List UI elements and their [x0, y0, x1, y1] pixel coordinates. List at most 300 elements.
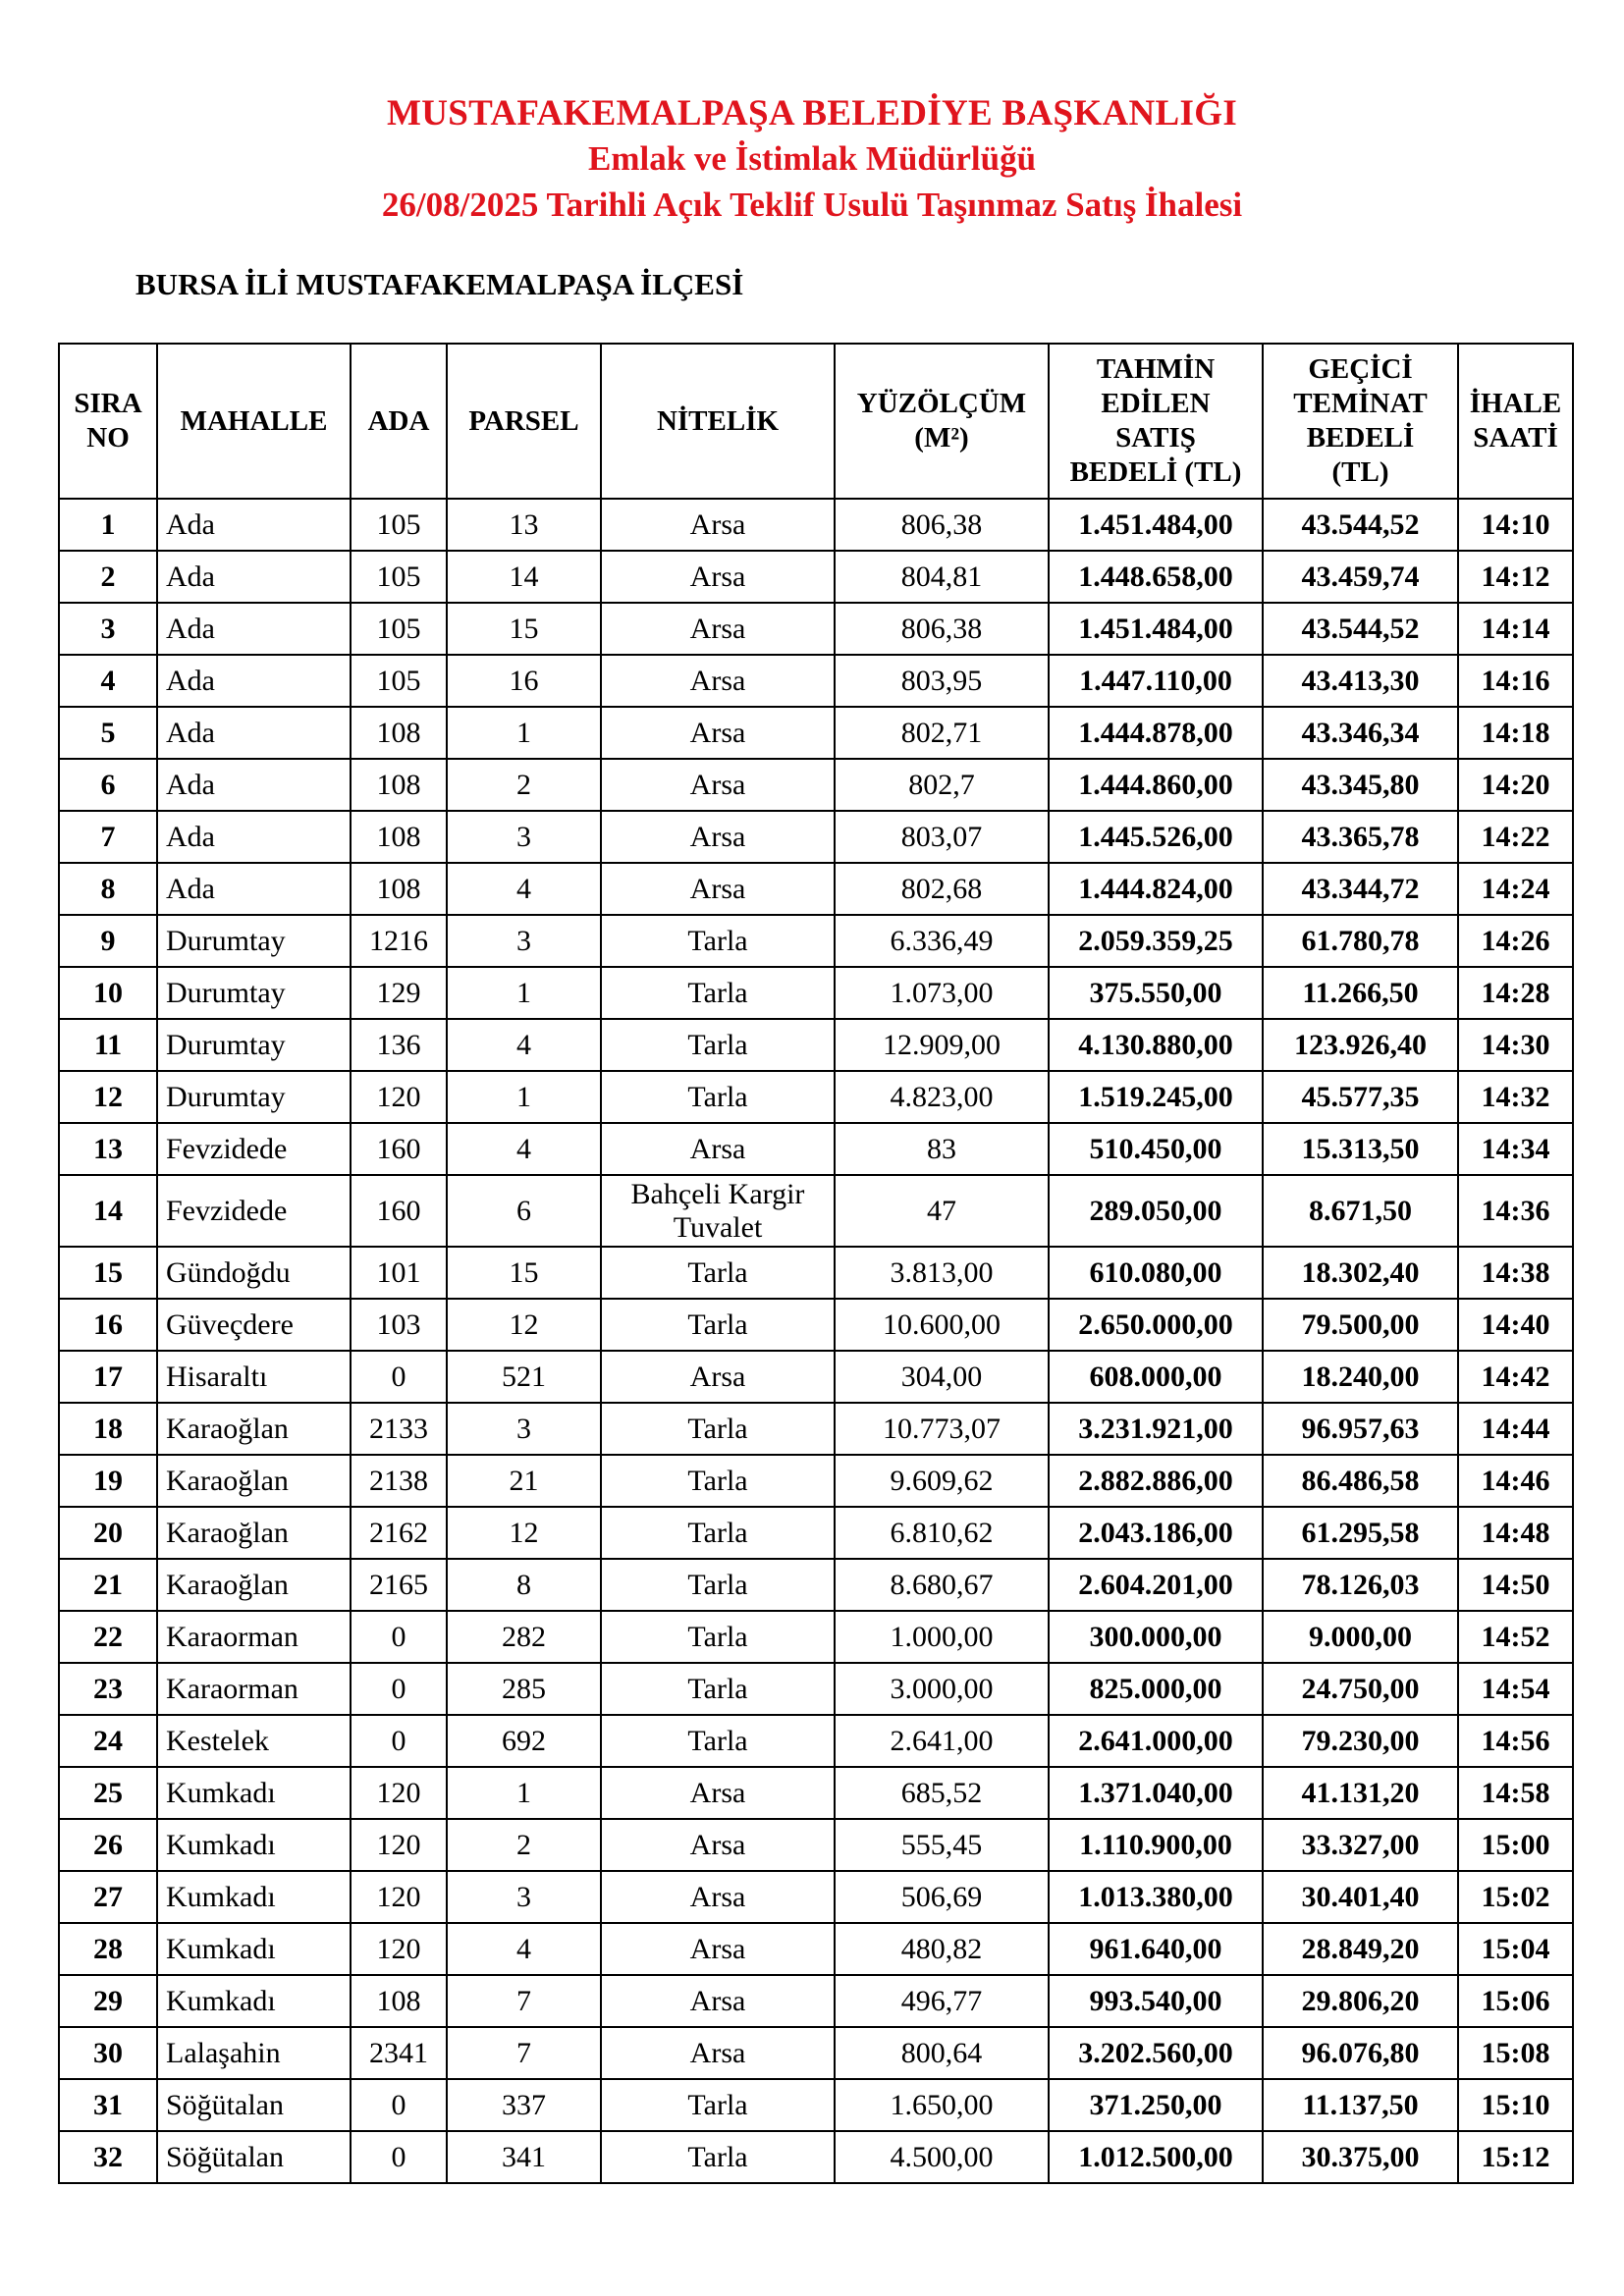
cell-ada: 160 — [351, 1175, 447, 1247]
cell-mahalle: Kumkadı — [157, 1871, 351, 1923]
cell-ihale-saati: 14:32 — [1458, 1071, 1573, 1123]
cell-mahalle: Karaoğlan — [157, 1507, 351, 1559]
cell-parsel: 285 — [447, 1663, 601, 1715]
cell-mahalle: Karaoğlan — [157, 1403, 351, 1455]
cell-mahalle: Kumkadı — [157, 1819, 351, 1871]
cell-ihale-saati: 14:56 — [1458, 1715, 1573, 1767]
cell-sira-no: 1 — [59, 499, 157, 551]
cell-parsel: 14 — [447, 551, 601, 603]
cell-tahmin-bedel: 4.130.880,00 — [1049, 1019, 1263, 1071]
cell-tahmin-bedel: 1.447.110,00 — [1049, 655, 1263, 707]
cell-mahalle: Hisaraltı — [157, 1351, 351, 1403]
cell-nitelik: Tarla — [601, 2131, 835, 2183]
cell-tahmin-bedel: 610.080,00 — [1049, 1247, 1263, 1299]
cell-ada: 160 — [351, 1123, 447, 1175]
table-row — [59, 1351, 1573, 1403]
cell-gecici-teminat: 79.230,00 — [1263, 1715, 1458, 1767]
cell-mahalle: Kumkadı — [157, 1923, 351, 1975]
cell-sira-no: 4 — [59, 655, 157, 707]
cell-yuzolcum: 800,64 — [835, 2027, 1049, 2079]
cell-mahalle: Durumtay — [157, 967, 351, 1019]
cell-sira-no: 17 — [59, 1351, 157, 1403]
cell-mahalle: Ada — [157, 707, 351, 759]
cell-ada: 108 — [351, 863, 447, 915]
cell-sira-no: 16 — [59, 1299, 157, 1351]
cell-yuzolcum: 555,45 — [835, 1819, 1049, 1871]
cell-ihale-saati: 14:18 — [1458, 707, 1573, 759]
cell-nitelik: Tarla — [601, 1071, 835, 1123]
cell-nitelik: Tarla — [601, 2079, 835, 2131]
cell-ada: 0 — [351, 2131, 447, 2183]
cell-parsel: 13 — [447, 499, 601, 551]
cell-ihale-saati: 15:10 — [1458, 2079, 1573, 2131]
location-subtitle: BURSA İLİ MUSTAFAKEMALPAŞA İLÇESİ — [135, 267, 744, 301]
cell-mahalle: Ada — [157, 551, 351, 603]
cell-ada: 0 — [351, 1715, 447, 1767]
cell-sira-no: 21 — [59, 1559, 157, 1611]
nitelik-line: Bahçeli Kargir — [630, 1177, 805, 1210]
cell-ada: 108 — [351, 707, 447, 759]
cell-yuzolcum: 506,69 — [835, 1871, 1049, 1923]
cell-tahmin-bedel: 1.451.484,00 — [1049, 603, 1263, 655]
cell-mahalle: Ada — [157, 759, 351, 811]
cell-yuzolcum: 803,07 — [835, 811, 1049, 863]
cell-gecici-teminat: 28.849,20 — [1263, 1923, 1458, 1975]
cell-sira-no: 30 — [59, 2027, 157, 2079]
cell-gecici-teminat: 15.313,50 — [1263, 1123, 1458, 1175]
cell-parsel: 3 — [447, 811, 601, 863]
cell-ihale-saati: 15:08 — [1458, 2027, 1573, 2079]
cell-mahalle: Ada — [157, 499, 351, 551]
cell-gecici-teminat: 11.137,50 — [1263, 2079, 1458, 2131]
cell-gecici-teminat: 24.750,00 — [1263, 1663, 1458, 1715]
table-row — [59, 1975, 1573, 2027]
table-row — [59, 1559, 1573, 1611]
header-line: SIRA — [74, 388, 142, 419]
cell-ihale-saati: 15:02 — [1458, 1871, 1573, 1923]
cell-tahmin-bedel: 1.519.245,00 — [1049, 1071, 1263, 1123]
cell-parsel: 4 — [447, 1923, 601, 1975]
cell-ada: 120 — [351, 1071, 447, 1123]
table-row — [59, 1071, 1573, 1123]
cell-mahalle: Karaorman — [157, 1663, 351, 1715]
department-title: Emlak ve İstimlak Müdürlüğü — [587, 139, 1037, 178]
cell-gecici-teminat: 43.345,80 — [1263, 759, 1458, 811]
cell-ada: 108 — [351, 811, 447, 863]
header-line: SAATİ — [1473, 422, 1558, 454]
cell-sira-no: 8 — [59, 863, 157, 915]
cell-parsel: 2 — [447, 1819, 601, 1871]
cell-tahmin-bedel: 1.451.484,00 — [1049, 499, 1263, 551]
cell-yuzolcum: 10.773,07 — [835, 1403, 1049, 1455]
cell-gecici-teminat: 96.076,80 — [1263, 2027, 1458, 2079]
auction-title: 26/08/2025 Tarihli Açık Teklif Usulü Taşınmaz Satış İhalesi — [381, 186, 1243, 224]
cell-yuzolcum: 10.600,00 — [835, 1299, 1049, 1351]
cell-ada: 108 — [351, 1975, 447, 2027]
table-row — [59, 603, 1573, 655]
header-line: (TL) — [1331, 456, 1389, 488]
cell-gecici-teminat: 43.544,52 — [1263, 499, 1458, 551]
cell-nitelik: Arsa — [601, 499, 835, 551]
cell-ihale-saati: 14:26 — [1458, 915, 1573, 967]
cell-ihale-saati: 14:42 — [1458, 1351, 1573, 1403]
cell-parsel: 1 — [447, 707, 601, 759]
cell-nitelik: Arsa — [601, 759, 835, 811]
cell-nitelik: Arsa — [601, 1767, 835, 1819]
cell-sira-no: 18 — [59, 1403, 157, 1455]
cell-gecici-teminat: 30.401,40 — [1263, 1871, 1458, 1923]
cell-gecici-teminat: 123.926,40 — [1263, 1019, 1458, 1071]
cell-ihale-saati: 14:16 — [1458, 655, 1573, 707]
cell-yuzolcum: 804,81 — [835, 551, 1049, 603]
cell-parsel: 3 — [447, 1403, 601, 1455]
table-row — [59, 2079, 1573, 2131]
cell-gecici-teminat: 8.671,50 — [1263, 1175, 1458, 1247]
cell-ada: 105 — [351, 655, 447, 707]
cell-sira-no: 25 — [59, 1767, 157, 1819]
cell-mahalle: Lalaşahin — [157, 2027, 351, 2079]
cell-gecici-teminat: 43.365,78 — [1263, 811, 1458, 863]
cell-sira-no: 28 — [59, 1923, 157, 1975]
cell-parsel: 3 — [447, 1871, 601, 1923]
header-line: TAHMİN — [1096, 353, 1216, 385]
table-row — [59, 1507, 1573, 1559]
cell-nitelik: Arsa — [601, 1351, 835, 1403]
cell-yuzolcum: 685,52 — [835, 1767, 1049, 1819]
cell-yuzolcum: 496,77 — [835, 1975, 1049, 2027]
cell-nitelik: Arsa — [601, 603, 835, 655]
cell-nitelik: Tarla — [601, 1403, 835, 1455]
cell-tahmin-bedel: 1.013.380,00 — [1049, 1871, 1263, 1923]
cell-parsel: 4 — [447, 1019, 601, 1071]
cell-sira-no: 27 — [59, 1871, 157, 1923]
cell-ada: 105 — [351, 499, 447, 551]
cell-ihale-saati: 14:48 — [1458, 1507, 1573, 1559]
cell-gecici-teminat: 43.346,34 — [1263, 707, 1458, 759]
table-row — [59, 759, 1573, 811]
cell-parsel: 1 — [447, 1767, 601, 1819]
cell-sira-no: 20 — [59, 1507, 157, 1559]
cell-mahalle: Karaoğlan — [157, 1559, 351, 1611]
cell-mahalle: Ada — [157, 811, 351, 863]
cell-sira-no: 19 — [59, 1455, 157, 1507]
cell-ada: 103 — [351, 1299, 447, 1351]
cell-ihale-saati: 14:40 — [1458, 1299, 1573, 1351]
cell-nitelik: Tarla — [601, 1663, 835, 1715]
cell-yuzolcum: 1.650,00 — [835, 2079, 1049, 2131]
cell-yuzolcum: 3.000,00 — [835, 1663, 1049, 1715]
cell-parsel: 282 — [447, 1611, 601, 1663]
cell-sira-no: 14 — [59, 1175, 157, 1247]
cell-ihale-saati: 14:22 — [1458, 811, 1573, 863]
cell-nitelik: Arsa — [601, 1819, 835, 1871]
table-row — [59, 551, 1573, 603]
cell-gecici-teminat: 79.500,00 — [1263, 1299, 1458, 1351]
cell-nitelik: Tarla — [601, 1299, 835, 1351]
table-header-row — [59, 344, 1573, 499]
cell-parsel: 4 — [447, 1123, 601, 1175]
table-row — [59, 1175, 1573, 1247]
cell-yuzolcum: 304,00 — [835, 1351, 1049, 1403]
cell-parsel: 16 — [447, 655, 601, 707]
cell-gecici-teminat: 9.000,00 — [1263, 1611, 1458, 1663]
cell-ada: 105 — [351, 603, 447, 655]
table-row — [59, 863, 1573, 915]
cell-yuzolcum: 1.000,00 — [835, 1611, 1049, 1663]
cell-sira-no: 32 — [59, 2131, 157, 2183]
cell-yuzolcum: 83 — [835, 1123, 1049, 1175]
cell-yuzolcum: 806,38 — [835, 499, 1049, 551]
cell-ada: 0 — [351, 1663, 447, 1715]
cell-yuzolcum: 6.336,49 — [835, 915, 1049, 967]
cell-gecici-teminat: 43.544,52 — [1263, 603, 1458, 655]
cell-parsel: 8 — [447, 1559, 601, 1611]
col-header-ada: ADA — [351, 344, 447, 499]
cell-yuzolcum: 2.641,00 — [835, 1715, 1049, 1767]
table-row — [59, 1403, 1573, 1455]
cell-tahmin-bedel: 1.444.824,00 — [1049, 863, 1263, 915]
cell-mahalle: Güveçdere — [157, 1299, 351, 1351]
table-row — [59, 811, 1573, 863]
cell-yuzolcum: 47 — [835, 1175, 1049, 1247]
cell-mahalle: Karaorman — [157, 1611, 351, 1663]
cell-ihale-saati: 14:54 — [1458, 1663, 1573, 1715]
cell-tahmin-bedel: 510.450,00 — [1049, 1123, 1263, 1175]
cell-ada: 105 — [351, 551, 447, 603]
cell-gecici-teminat: 43.413,30 — [1263, 655, 1458, 707]
cell-nitelik: Tarla — [601, 1247, 835, 1299]
cell-mahalle: Kumkadı — [157, 1975, 351, 2027]
cell-mahalle: Kestelek — [157, 1715, 351, 1767]
cell-ihale-saati: 14:30 — [1458, 1019, 1573, 1071]
cell-gecici-teminat: 18.302,40 — [1263, 1247, 1458, 1299]
col-header-ihale-saati — [1458, 344, 1573, 499]
cell-parsel: 3 — [447, 915, 601, 967]
cell-ada: 136 — [351, 1019, 447, 1071]
cell-tahmin-bedel: 2.641.000,00 — [1049, 1715, 1263, 1767]
cell-sira-no: 29 — [59, 1975, 157, 2027]
cell-sira-no: 22 — [59, 1611, 157, 1663]
cell-mahalle: Durumtay — [157, 1019, 351, 1071]
table-row — [59, 1767, 1573, 1819]
table-row — [59, 915, 1573, 967]
cell-ihale-saati: 14:20 — [1458, 759, 1573, 811]
cell-mahalle: Fevzidede — [157, 1123, 351, 1175]
col-header-mahalle: MAHALLE — [157, 344, 351, 499]
cell-yuzolcum: 802,71 — [835, 707, 1049, 759]
cell-tahmin-bedel: 2.604.201,00 — [1049, 1559, 1263, 1611]
cell-gecici-teminat: 96.957,63 — [1263, 1403, 1458, 1455]
table-row — [59, 1871, 1573, 1923]
cell-ihale-saati: 14:28 — [1458, 967, 1573, 1019]
cell-ada: 120 — [351, 1819, 447, 1871]
cell-parsel: 7 — [447, 1975, 601, 2027]
cell-sira-no: 24 — [59, 1715, 157, 1767]
cell-ihale-saati: 14:44 — [1458, 1403, 1573, 1455]
cell-ihale-saati: 14:52 — [1458, 1611, 1573, 1663]
header-line: GEÇİCİ — [1308, 353, 1413, 385]
col-header-nitelik: NİTELİK — [601, 344, 835, 499]
cell-gecici-teminat: 45.577,35 — [1263, 1071, 1458, 1123]
cell-sira-no: 23 — [59, 1663, 157, 1715]
cell-mahalle: Ada — [157, 655, 351, 707]
cell-ihale-saati: 14:46 — [1458, 1455, 1573, 1507]
header-line: BEDELİ — [1306, 422, 1415, 454]
cell-tahmin-bedel: 1.012.500,00 — [1049, 2131, 1263, 2183]
cell-mahalle: Söğütalan — [157, 2079, 351, 2131]
cell-parsel: 337 — [447, 2079, 601, 2131]
cell-parsel: 692 — [447, 1715, 601, 1767]
cell-yuzolcum: 802,68 — [835, 863, 1049, 915]
cell-sira-no: 12 — [59, 1071, 157, 1123]
cell-tahmin-bedel: 371.250,00 — [1049, 2079, 1263, 2131]
cell-nitelik: Arsa — [601, 863, 835, 915]
cell-nitelik — [601, 1175, 835, 1247]
cell-nitelik: Tarla — [601, 1455, 835, 1507]
cell-nitelik: Arsa — [601, 551, 835, 603]
cell-ada: 120 — [351, 1871, 447, 1923]
cell-gecici-teminat: 86.486,58 — [1263, 1455, 1458, 1507]
cell-mahalle: Kumkadı — [157, 1767, 351, 1819]
cell-nitelik: Arsa — [601, 1123, 835, 1175]
header-line: BEDELİ (TL) — [1069, 456, 1242, 488]
table-row — [59, 1611, 1573, 1663]
cell-sira-no: 9 — [59, 915, 157, 967]
header-line: İHALE — [1469, 388, 1562, 419]
cell-sira-no: 3 — [59, 603, 157, 655]
cell-parsel: 4 — [447, 863, 601, 915]
cell-tahmin-bedel: 2.043.186,00 — [1049, 1507, 1263, 1559]
cell-ihale-saati: 14:58 — [1458, 1767, 1573, 1819]
header-line: SATIŞ — [1115, 422, 1196, 454]
col-header-tahmin-bedel — [1049, 344, 1263, 499]
cell-yuzolcum: 3.813,00 — [835, 1247, 1049, 1299]
cell-tahmin-bedel: 1.445.526,00 — [1049, 811, 1263, 863]
cell-ada: 108 — [351, 759, 447, 811]
cell-sira-no: 15 — [59, 1247, 157, 1299]
cell-yuzolcum: 802,7 — [835, 759, 1049, 811]
cell-tahmin-bedel: 3.231.921,00 — [1049, 1403, 1263, 1455]
cell-ada: 2162 — [351, 1507, 447, 1559]
cell-yuzolcum: 12.909,00 — [835, 1019, 1049, 1071]
header-line: (M²) — [914, 422, 969, 454]
cell-parsel: 15 — [447, 603, 601, 655]
cell-parsel: 12 — [447, 1507, 601, 1559]
table-row — [59, 1715, 1573, 1767]
cell-sira-no: 2 — [59, 551, 157, 603]
cell-gecici-teminat: 18.240,00 — [1263, 1351, 1458, 1403]
cell-parsel: 341 — [447, 2131, 601, 2183]
table-row — [59, 1819, 1573, 1871]
cell-yuzolcum: 4.823,00 — [835, 1071, 1049, 1123]
cell-mahalle: Ada — [157, 863, 351, 915]
cell-ihale-saati: 14:10 — [1458, 499, 1573, 551]
cell-gecici-teminat: 29.806,20 — [1263, 1975, 1458, 2027]
cell-yuzolcum: 480,82 — [835, 1923, 1049, 1975]
table-row — [59, 2027, 1573, 2079]
table-row — [59, 655, 1573, 707]
cell-ada: 2133 — [351, 1403, 447, 1455]
cell-sira-no: 6 — [59, 759, 157, 811]
cell-mahalle: Fevzidede — [157, 1175, 351, 1247]
cell-tahmin-bedel: 1.444.878,00 — [1049, 707, 1263, 759]
cell-nitelik: Arsa — [601, 707, 835, 759]
cell-ihale-saati: 14:12 — [1458, 551, 1573, 603]
cell-parsel: 15 — [447, 1247, 601, 1299]
cell-mahalle: Durumtay — [157, 1071, 351, 1123]
cell-nitelik: Arsa — [601, 655, 835, 707]
cell-nitelik: Arsa — [601, 1923, 835, 1975]
cell-mahalle: Ada — [157, 603, 351, 655]
cell-sira-no: 10 — [59, 967, 157, 1019]
document-title: MUSTAFAKEMALPAŞA BELEDİYE BAŞKANLIĞI — [386, 93, 1238, 133]
cell-ihale-saati: 14:38 — [1458, 1247, 1573, 1299]
cell-ada: 101 — [351, 1247, 447, 1299]
header-line: EDİLEN — [1101, 388, 1211, 419]
cell-ihale-saati: 15:06 — [1458, 1975, 1573, 2027]
cell-tahmin-bedel: 375.550,00 — [1049, 967, 1263, 1019]
cell-parsel: 1 — [447, 1071, 601, 1123]
cell-ada: 0 — [351, 1611, 447, 1663]
table-row — [59, 967, 1573, 1019]
cell-parsel: 12 — [447, 1299, 601, 1351]
table-row — [59, 1019, 1573, 1071]
cell-ihale-saati: 15:04 — [1458, 1923, 1573, 1975]
cell-ihale-saati: 14:50 — [1458, 1559, 1573, 1611]
cell-nitelik: Tarla — [601, 1507, 835, 1559]
col-header-gecici-teminat — [1263, 344, 1458, 499]
cell-gecici-teminat: 41.131,20 — [1263, 1767, 1458, 1819]
cell-gecici-teminat: 43.459,74 — [1263, 551, 1458, 603]
cell-gecici-teminat: 61.295,58 — [1263, 1507, 1458, 1559]
cell-gecici-teminat: 78.126,03 — [1263, 1559, 1458, 1611]
cell-sira-no: 5 — [59, 707, 157, 759]
cell-ada: 2341 — [351, 2027, 447, 2079]
header-line: TEMİNAT — [1293, 388, 1428, 419]
cell-nitelik: Tarla — [601, 967, 835, 1019]
cell-yuzolcum: 9.609,62 — [835, 1455, 1049, 1507]
header-line: NO — [86, 422, 130, 454]
cell-sira-no: 13 — [59, 1123, 157, 1175]
cell-parsel: 2 — [447, 759, 601, 811]
cell-ada: 0 — [351, 1351, 447, 1403]
cell-ada: 120 — [351, 1767, 447, 1819]
table-row — [59, 499, 1573, 551]
cell-ada: 2165 — [351, 1559, 447, 1611]
nitelik-line: Tuvalet — [673, 1210, 763, 1244]
cell-tahmin-bedel: 2.059.359,25 — [1049, 915, 1263, 967]
cell-tahmin-bedel: 825.000,00 — [1049, 1663, 1263, 1715]
cell-nitelik: Arsa — [601, 811, 835, 863]
cell-ada: 1216 — [351, 915, 447, 967]
cell-tahmin-bedel: 3.202.560,00 — [1049, 2027, 1263, 2079]
table-row — [59, 707, 1573, 759]
cell-tahmin-bedel: 1.371.040,00 — [1049, 1767, 1263, 1819]
cell-gecici-teminat: 43.344,72 — [1263, 863, 1458, 915]
cell-ada: 120 — [351, 1923, 447, 1975]
table-row — [59, 1247, 1573, 1299]
cell-tahmin-bedel: 2.650.000,00 — [1049, 1299, 1263, 1351]
cell-nitelik: Arsa — [601, 2027, 835, 2079]
cell-nitelik: Tarla — [601, 1019, 835, 1071]
cell-nitelik: Arsa — [601, 1871, 835, 1923]
cell-yuzolcum: 6.810,62 — [835, 1507, 1049, 1559]
cell-gecici-teminat: 61.780,78 — [1263, 915, 1458, 967]
cell-mahalle: Karaoğlan — [157, 1455, 351, 1507]
table-row — [59, 1663, 1573, 1715]
cell-yuzolcum: 4.500,00 — [835, 2131, 1049, 2183]
cell-ihale-saati: 14:24 — [1458, 863, 1573, 915]
